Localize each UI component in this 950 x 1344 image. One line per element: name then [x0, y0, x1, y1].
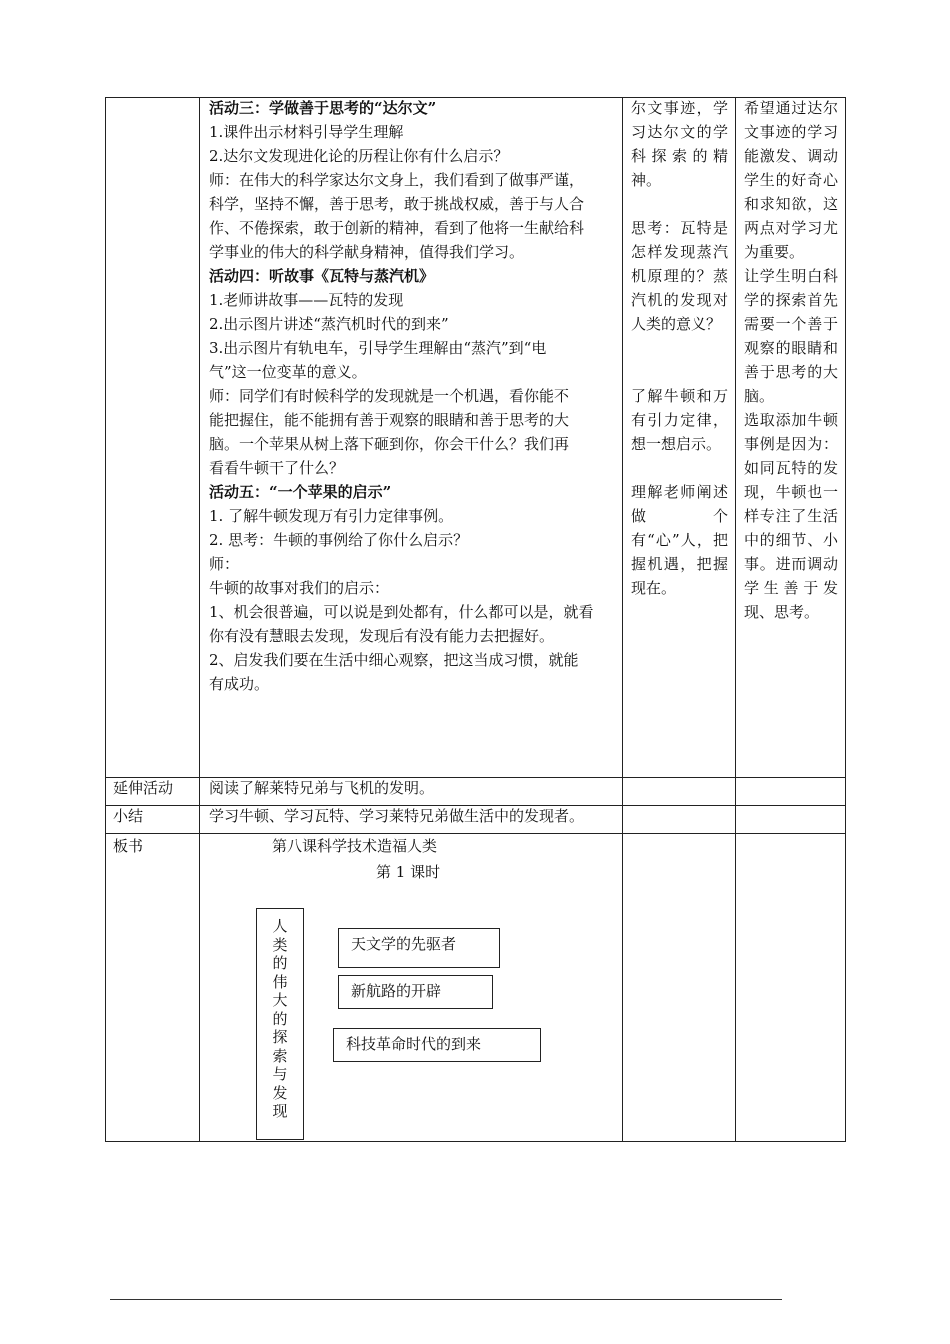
board-box-label: 天文学的先驱者 — [351, 935, 457, 953]
activity-5-step-1: 1. 了解牛顿发现万有引力定律事例。 — [209, 507, 454, 525]
board-subtitle: 第 1 课时 — [376, 863, 441, 881]
design-intent-cell — [744, 96, 838, 624]
student-activity-2: 思考：瓦特是怎样发现蒸汽机原理的？蒸汽机的发现对人类的意义？ — [631, 219, 728, 333]
design-intent-3: 选取添加牛顿事例是因为：如同瓦特的发现，牛顿也一样专注了生活中的细节、小事。进而调动学生善于发现、思考。 — [744, 411, 838, 621]
activity-4-title: 活动四：听故事《瓦特与蒸汽机》 — [209, 267, 435, 285]
board-label: 板书 — [113, 837, 144, 855]
column-divider — [735, 97, 736, 1142]
student-activity-1: 尔文事迹，学习达尔文的学科探索的精神。 — [631, 99, 728, 189]
summary-text: 学习牛顿、学习瓦特、学习莱特兄弟做生活中的发现者。 — [209, 807, 585, 825]
teacher-line: 脑。一个苹果从树上落下砸到你，你会干什么？我们再 — [209, 435, 570, 453]
activity-4-step-2: 2.出示图片讲述“蒸汽机时代的到来” — [209, 315, 449, 333]
column-divider — [199, 97, 200, 1142]
activity-4-step-3: 3.出示图片有轨电车，引导学生理解由“蒸汽”到“电 — [209, 339, 547, 357]
footer-rule — [110, 1299, 782, 1300]
activity-5-title: 活动五：“一个苹果的启示” — [209, 483, 392, 501]
teacher-line: 科学，坚持不懈，善于思考，敢于挑战权威，善于与人合 — [209, 195, 585, 213]
activity-4-step-1: 1.老师讲故事——瓦特的发现 — [209, 291, 404, 309]
activity-5-step-2: 2. 思考：牛顿的事例给了你什么启示？ — [209, 531, 469, 549]
inspiration-point-2-cont: 有成功。 — [209, 675, 270, 693]
student-activity-cell — [631, 96, 728, 600]
column-divider — [622, 97, 623, 1142]
teacher-label: 师： — [209, 555, 240, 573]
board-box-astronomy — [338, 928, 500, 968]
board-box-label: 科技革命时代的到来 — [346, 1035, 482, 1053]
extend-activity-label: 延伸活动 — [113, 779, 174, 797]
teacher-line: 师：在伟大的科学家达尔文身上，我们看到了做事严谨， — [209, 171, 585, 189]
student-activity-3: 了解牛顿和万有引力定律，想一想启示。 — [631, 387, 728, 453]
activity-4-step-3-cont: 气”这一位变革的意义。 — [209, 363, 367, 381]
design-intent-1: 希望通过达尔文事迹的学习能激发、调动学生的好奇心和求知欲，这两点对学习尤为重要。 — [744, 99, 838, 261]
board-vertical-text: 人类的伟大的探索与发现 — [272, 917, 288, 1120]
design-intent-2: 让学生明白科学的探索首先需要一个善于观察的眼睛和善于思考的大脑。 — [744, 267, 838, 405]
inspiration-point-1: 1、机会很普遍，可以说是到处都有，什么都可以是，就看 — [209, 603, 594, 621]
activity-3-step-2: 2.达尔文发现进化论的历程让你有什么启示？ — [209, 147, 509, 165]
teacher-line: 师：同学们有时候科学的发现就是一个机遇，看你能不 — [209, 387, 570, 405]
row-divider — [105, 833, 846, 834]
board-box-tech-revolution — [333, 1028, 541, 1062]
board-box-label: 新航路的开辟 — [351, 982, 442, 1000]
teacher-line: 作、不倦探索，敢于创新的精神，看到了他将一生献给科 — [209, 219, 585, 237]
board-vertical-box — [256, 908, 304, 1140]
summary-label: 小结 — [113, 807, 144, 825]
teacher-line: 能把握住，能不能拥有善于观察的眼睛和善于思考的大 — [209, 411, 570, 429]
inspiration-heading: 牛顿的故事对我们的启示： — [209, 579, 390, 597]
board-box-navigation — [338, 975, 493, 1009]
activity-3-title: 活动三：学做善于思考的“达尔文” — [209, 99, 437, 117]
teaching-process-cell — [209, 96, 615, 696]
inspiration-point-2: 2、启发我们要在生活中细心观察，把这当成习惯，就能 — [209, 651, 579, 669]
student-activity-4: 理解老师阐述做个有“心”人，把握机遇，把握现在。 — [631, 483, 728, 597]
activity-3-step-1: 1.课件出示材料引导学生理解 — [209, 123, 404, 141]
teacher-line: 学事业的伟大的科学献身精神，值得我们学习。 — [209, 243, 525, 261]
inspiration-point-1-cont: 你有没有慧眼去发现，发现后有没有能力去把握好。 — [209, 627, 555, 645]
extend-activity-text: 阅读了解莱特兄弟与飞机的发明。 — [209, 779, 435, 797]
teacher-line: 看看牛顿干了什么？ — [209, 459, 345, 477]
board-title: 第八课科学技术造福人类 — [272, 837, 438, 855]
